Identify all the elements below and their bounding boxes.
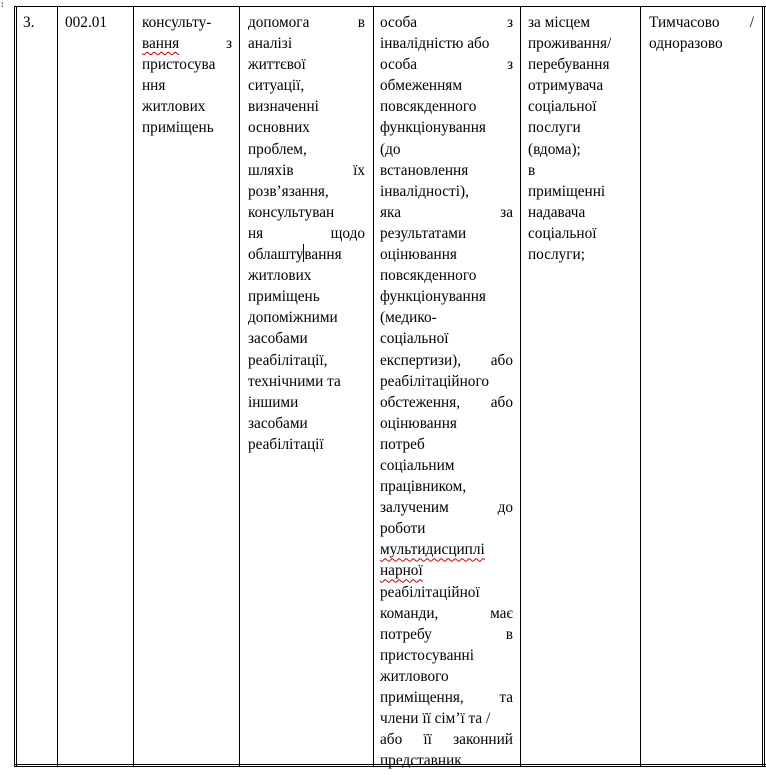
text-line [380,54,513,75]
text-line [649,12,754,33]
text-line: ння [142,77,166,95]
text-line: (вдома); [528,140,581,158]
text-line: засобами [248,330,308,348]
text-word: яка [380,203,402,221]
text-word: або [490,393,513,411]
col-border [14,6,17,766]
cell-term [649,12,754,54]
text-line: оцінювання [380,246,457,264]
text-line [248,160,365,181]
text-line: соціальної [528,98,597,116]
cell-service-content [248,12,365,455]
text-line: іншими [248,393,299,411]
text-word: має [490,604,513,622]
text-line: соціальної [380,330,449,348]
text-line: обмеженням [380,77,462,95]
text-line [380,202,513,223]
col-border [373,6,374,766]
spellcheck-word: нарної [380,562,423,580]
cell-service-name [142,12,232,139]
col-border [57,6,58,766]
text-line: аналізі [248,35,293,53]
text-word: приміщення, [380,689,464,706]
text-line: житлових [142,98,206,116]
text-word: та [499,689,513,706]
text-line [248,244,365,265]
text-word: їх [353,161,365,179]
col-border [239,6,240,766]
text-line: працівником, [380,478,467,496]
col-border [520,6,521,766]
text-line: реабілітаційного [380,372,489,390]
text-line [380,603,513,624]
text-word: команди, [380,604,439,622]
cell-code [65,12,129,33]
spellcheck-word: вання [142,35,180,53]
text-word: з [506,14,513,31]
text-line: життєвої [248,56,306,74]
text-word: обстеження, [380,393,461,411]
text-line: потреб [380,435,425,453]
text-line: отримувача [528,77,604,95]
text-line: допоміжними [248,309,338,327]
text-line [380,624,513,645]
text-word: вання [304,246,342,264]
table-top-border [14,6,766,7]
text-line: перебування [528,56,610,74]
text-line [248,223,365,244]
text-line: житлового [380,667,449,685]
text-line: повсякденного [380,267,477,285]
text-line: основних [248,119,310,137]
text-line: надавача [528,203,586,221]
text-line [248,12,365,33]
text-line [380,687,513,708]
text-word: до [497,499,513,517]
text-line: за місцем [528,14,591,31]
text-word: з [506,56,513,74]
text-line: реабілітаційної [380,583,480,601]
text-line: оцінювання [380,414,457,432]
text-line [380,12,513,33]
text-word: особа [380,14,418,31]
text-line: технічними та [248,372,341,390]
service-code: 002.01 [65,14,108,31]
text-line: ситуації, [248,77,305,95]
text-line [380,560,513,581]
text-word: потребу [380,625,432,643]
text-line [380,350,513,371]
text-word: законний [453,731,513,749]
text-line: в [528,161,536,179]
text-line [380,539,513,560]
text-line: соціальної [528,224,597,242]
text-line: функціонування [380,288,486,306]
text-word: щодо [330,224,365,242]
col-border [640,6,641,766]
text-word: / [749,14,754,31]
text-line: житлових [248,267,312,285]
text-line: роботи [380,520,426,538]
text-line: члени її сім’ї та / [380,710,491,728]
text-line: пристосуванні [380,646,474,664]
text-line: проживання/ [528,35,612,53]
text-word: за [500,203,513,221]
text-word: допомога [248,14,310,31]
cell-location [528,12,636,265]
text-word: її [423,731,432,749]
row-number: 3. [23,14,35,31]
text-word: експертизи), [380,351,462,369]
text-line [380,497,513,518]
text-line: консультуван [248,203,335,221]
text-word: в [357,14,365,31]
text-line: реабілітації [248,435,324,453]
text-line: (до [380,140,401,158]
text-line: інвалідності), [380,182,469,200]
text-word: Тимчасово [649,14,720,31]
text-line: приміщень [142,119,214,137]
text-word: в [505,625,513,643]
text-line: (медико- [380,309,437,327]
text-word: або [490,351,513,369]
text-line: засобами [248,414,308,432]
text-line: реабілітації, [248,351,328,369]
text-word: ня [248,224,264,242]
services-table [14,6,766,770]
text-line: пристосува [142,56,216,74]
text-line: повсякденного [380,98,477,116]
anchor-mark: ↕ [0,0,5,9]
text-line [142,33,232,54]
text-line: результатами [380,224,467,242]
col-border [133,6,134,766]
text-line: послуги [528,119,581,137]
text-line: функціонування [380,119,486,137]
text-line: розв’язання, [248,182,329,200]
text-line: послуги; [528,246,585,264]
text-line [380,392,513,413]
text-word: облашту [248,246,304,264]
text-line: проблем, [248,140,307,158]
text-line: консульту- [142,14,212,31]
cell-number [23,12,53,33]
text-word: або [380,731,403,749]
text-line: одноразово [649,35,723,53]
text-word: залученим [380,499,449,517]
text-line: інвалідністю або [380,35,490,53]
text-line: соціальним [380,456,455,474]
text-line: представник [380,752,462,770]
text-word: з [225,35,232,53]
text-line: приміщенні [528,182,606,200]
spellcheck-word: мультидисциплі [380,541,485,559]
text-line: приміщень [248,288,320,306]
text-line: встановлення [380,161,469,179]
text-line: визначенні [248,98,319,116]
text-word: шляхів [248,161,294,179]
text-line [380,729,513,750]
text-word: особа [380,56,418,74]
cell-recipient [380,12,513,771]
col-border [762,6,765,766]
